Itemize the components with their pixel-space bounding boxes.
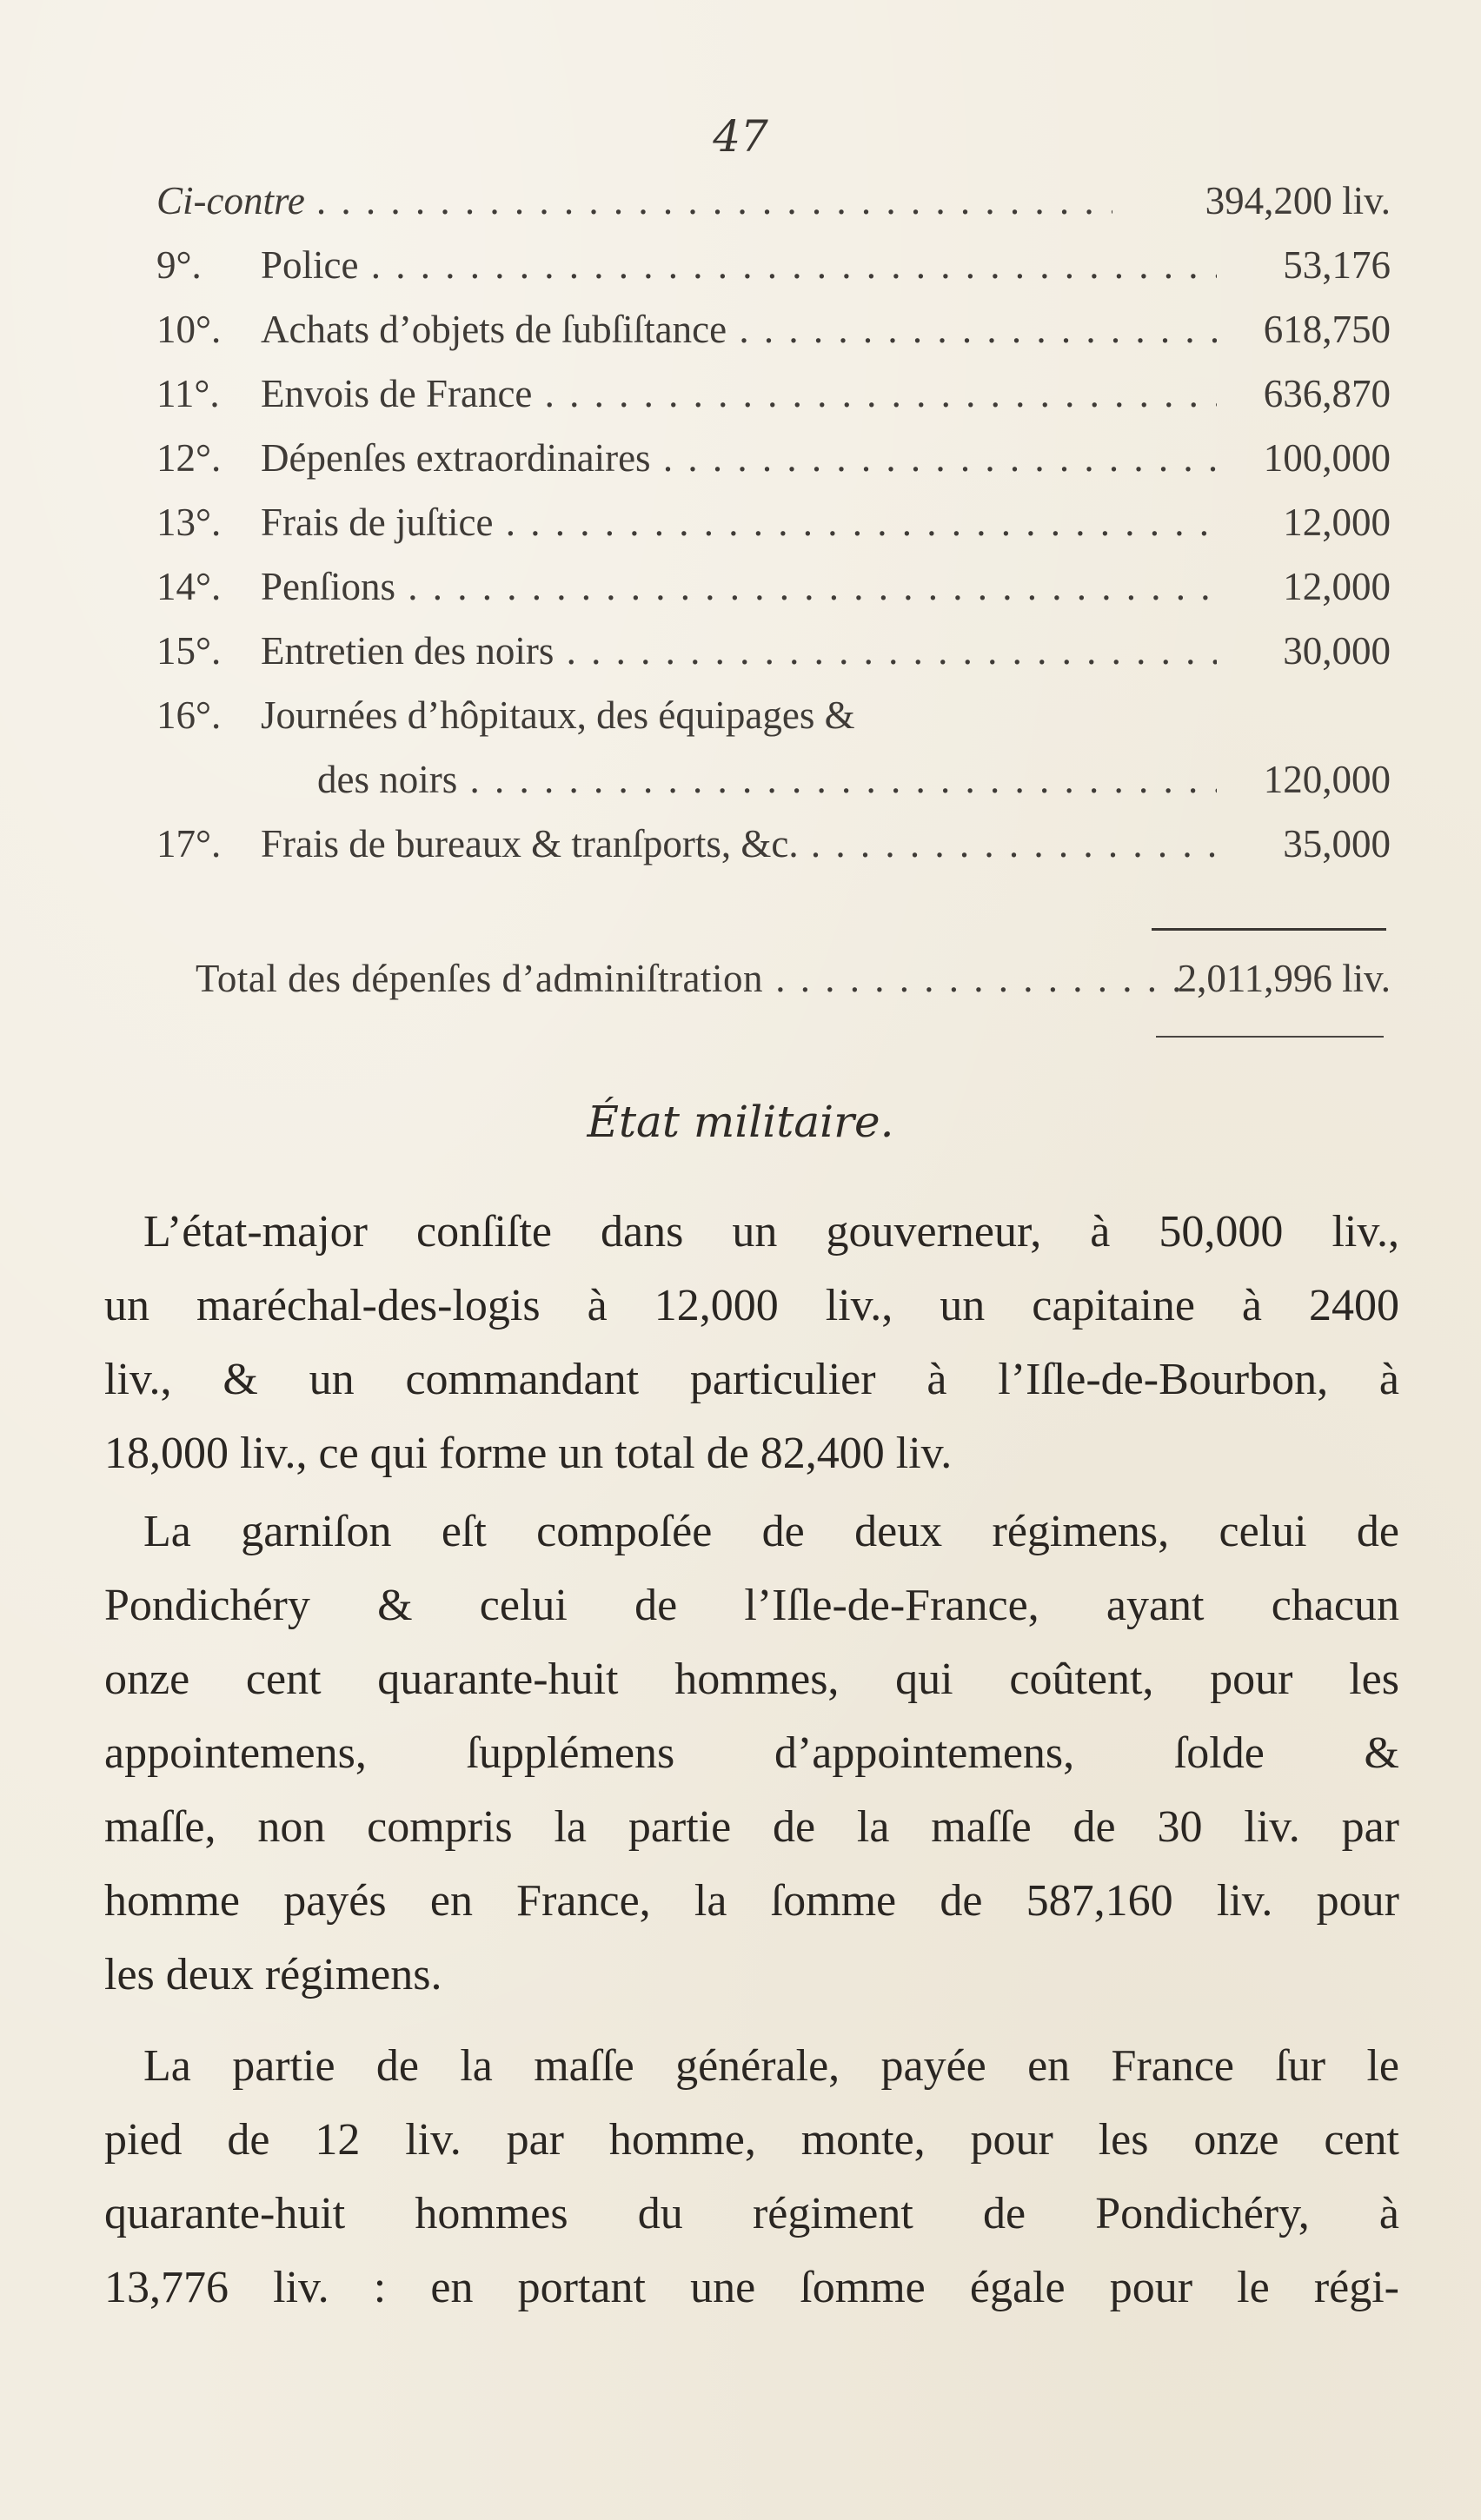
ledger-item-label: Dépenſes extraordinaires . . . [261,435,1217,481]
text-line: homme payés en France, la ſomme de 587,160 liv. pour [104,1876,1399,1926]
ledger-row [156,693,1391,757]
ledger-item-label: Police . . . [261,242,1217,288]
ledger-total [156,956,1391,1020]
text-line: les deux régimens. [104,1950,442,1999]
text-line: L’état-major conſiſte dans un gouverneur, à 50,000 liv., [143,1207,1399,1257]
ledger-item-label: Penſions . . . [261,564,1217,609]
sum-rule [1152,928,1386,931]
text-line: La garniſon eſt compoſée de deux régimens, celui de [143,1507,1399,1556]
ledger-item-number: 16°. [156,693,222,737]
ledger-item-number: 17°. [156,822,222,865]
ledger-row [156,628,1391,693]
paragraph-masse [104,2029,1399,2324]
ledger-row-continuation [156,757,1391,821]
text-line: 18,000 liv., ce qui forme un total de 82,400 liv. [104,1429,953,1478]
paragraph-etat-major [104,1195,1399,1490]
ledger-item-number: 14°. [156,565,222,608]
ledger-row [156,564,1391,628]
section-heading: État militaire. [587,1097,894,1147]
ledger-item-number: 13°. [156,501,222,544]
ledger-item-label: Envois de France . . . [261,371,1217,416]
ledger-item-label: Entretien des noirs . . . [261,628,1217,673]
ledger-row [156,242,1391,307]
text-line: La partie de la maſſe générale, payée en France ſur le [143,2041,1399,2091]
ledger-total-amount: 2,011,996 liv. [1177,957,1391,1000]
ledger-item-label: Frais de juſtice . . . [261,500,1217,545]
ledger-row [156,371,1391,435]
text-line: 13,776 liv. : en portant une ſomme égale pour le régi- [104,2263,1399,2312]
ledger-item-number: 11°. [156,372,220,415]
ledger-item-number: 9°. [156,243,202,287]
ledger-row [156,821,1391,885]
paragraph-garnison [104,1495,1399,2012]
ledger-row [156,500,1391,564]
ledger-row-carried [156,178,1391,242]
ledger-item-amount: 618,750 [1263,308,1391,351]
ledger-row [156,435,1391,500]
page-number: 47 [713,111,768,162]
ledger-item-amount: 35,000 [1283,822,1391,865]
text-line: quarante-huit hommes du régiment de Pondichéry, à [104,2189,1399,2238]
text-line: un maréchal-des-logis à 12,000 liv., un capitaine à 2400 [104,1281,1399,1330]
expense-ledger [156,178,1391,885]
ledger-item-amount: 12,000 [1283,501,1391,544]
ledger-item-number: 12°. [156,436,222,480]
ledger-item-amount: 120,000 [1263,758,1391,801]
ledger-item-label-continued: des noirs . . . [317,757,1217,802]
ledger-row [156,307,1391,371]
ledger-item-amount: 100,000 [1263,436,1391,480]
ledger-item-number: 15°. [156,629,222,673]
ledger-item-label: Journées d’hôpitaux, des équipages & [261,693,855,737]
ledger-item-amount: 30,000 [1283,629,1391,673]
closing-rule [1156,1036,1384,1038]
ledger-item-amount: 636,870 [1263,372,1391,415]
text-line: maſſe, non compris la partie de la maſſe de 30 liv. par [104,1802,1399,1852]
ledger-carried-label: Ci-contre . . . [156,178,1112,223]
ledger-item-number: 10°. [156,308,222,351]
ledger-row-total [156,956,1391,1020]
ledger-item-label: Frais de bureaux & tranſports, &c. . . . [261,821,1217,866]
ledger-item-label: Achats d’objets de ſubſiſtance . . . [261,307,1217,352]
text-line: Pondichéry & celui de l’Iſle-de-France, ayant chacun [104,1581,1399,1630]
text-line: liv., & un commandant particulier à l’Iſle-de-Bourbon, à [104,1355,1399,1404]
ledger-item-amount: 12,000 [1283,565,1391,608]
ledger-total-label: Total des dépenſes d’adminiſtration . . . [196,956,1217,1001]
text-line: appointemens, ſupplémens d’appointemens, ſolde & [104,1728,1399,1778]
text-line: pied de 12 liv. par homme, monte, pour les onze cent [104,2115,1399,2165]
ledger-carried-amount: 394,200 liv. [1205,179,1391,222]
ledger-item-amount: 53,176 [1283,243,1391,287]
text-line: onze cent quarante-huit hommes, qui coûtent, pour les [104,1655,1399,1704]
